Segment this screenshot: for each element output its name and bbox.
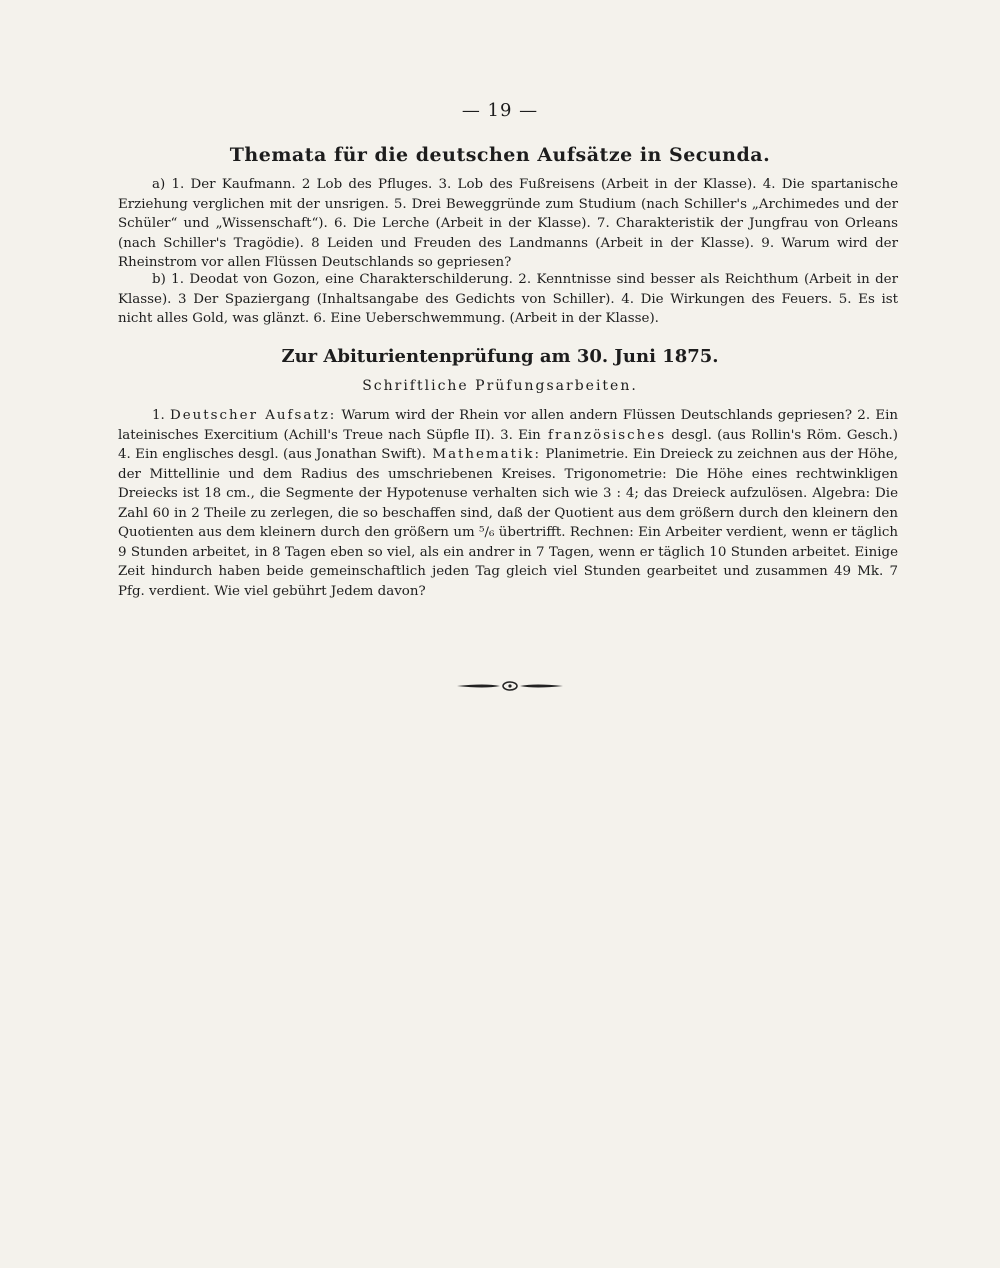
heading-secunda-themes: Themata für die deutschen Aufsätze in Secunda. [229,144,771,166]
exam-math-label: Mathematik: [425,447,541,462]
exam-german-text: Warum wird der Rhein vor allen andern Flüssen Deutschlands gepriesen? 2. Ein lateinisches Exercitium (Achill's Treue nach Süpfle II). 3. Ein [118,408,898,443]
exam-french-label: französisches [540,427,667,443]
paragraph-section-a: a) 1. Der Kaufmann. 2 Lob des Pfluges. 3. Lob des Fußreisens (Arbeit in der Klasse). 4. Die spartanische Erziehung verglichen mit der unsrigen. 5. Drei Beweggründe zum Studium (nach Schiller's „Archimedes und der Schüler“ und „Wissenschaft“). 6. Die Lerche (Arbeit in der Klasse). 7. Charakteristik der Jungfrau von Orleans (nach Schiller's Tragödie). 8 Leiden und Freuden des Landmanns (Arbeit in der Klasse). 9. Warum wird der Rheinstrom vor allen Flüssen Deutschlands so gepriesen? [118,177,898,270]
exam-german-label: Deutscher Aufsatz: [170,408,337,423]
exam-math-text: Planimetrie. Ein Dreieck zu zeichnen aus der Höhe, der Mittellinie und dem Radius des umschriebenen Kreises. Trigonometrie: Die Höhe eines rechtwinkligen Dreiecks ist 18 cm., die Segmente der Hypotenuse verhalten sich wie 3 : 4; das Dreieck aufzulösen. Algebra: Die Zahl 60 in 2 Theile zu zerlegen, die so beschaffen sind, daß der Quotient aus dem größern durch den kleinern den Quotienten aus dem kleinern durch den größern um ⁵/₆ übertrifft. Rechnen: Ein Arbeiter verdient, wenn er täglich 9 Stunden arbeitet, in 8 Tagen eben so viel, als ein andrer in 7 Tagen, wenn er täglich 10 Stunden arbeitet. Einige Zeit hindurch haben beide gemeinschaftlich jeden Tag gleich viel Stunden gearbeitet und zusammen 49 Mk. 7 Pfg. verdient. Wie viel gebührt Jedem davon? [118,447,899,599]
paragraph-section-b: b) 1. Deodat von Gozon, eine Charakterschilderung. 2. Kenntnisse sind besser als Reichthum (Arbeit in der Klasse). 3 Der Spaziergang (Inhaltsangabe des Gedichts von Schiller). 4. Die Wirkungen des Feuers. 5. Es ist nicht alles Gold, was glänzt. 6. Eine Ueberschwemmung. (Arbeit in der Klasse). [118,272,898,326]
ornament-divider-icon [455,678,565,694]
exam-french-text: desgl. (aus Rollin's Röm. Gesch.) 4. Ein englisches desgl. (aus Jonathan Swift). [118,427,898,462]
heading-abitur-exam: Zur Abiturientenprüfung am 30. Juni 1875. [281,346,719,367]
exam-number: 1. [152,408,165,423]
paragraph-exam-tasks [118,406,898,601]
subheading-written-exams: Schriftliche Prüfungsarbeiten. [362,378,638,394]
page-number: — 19 — [461,100,539,121]
